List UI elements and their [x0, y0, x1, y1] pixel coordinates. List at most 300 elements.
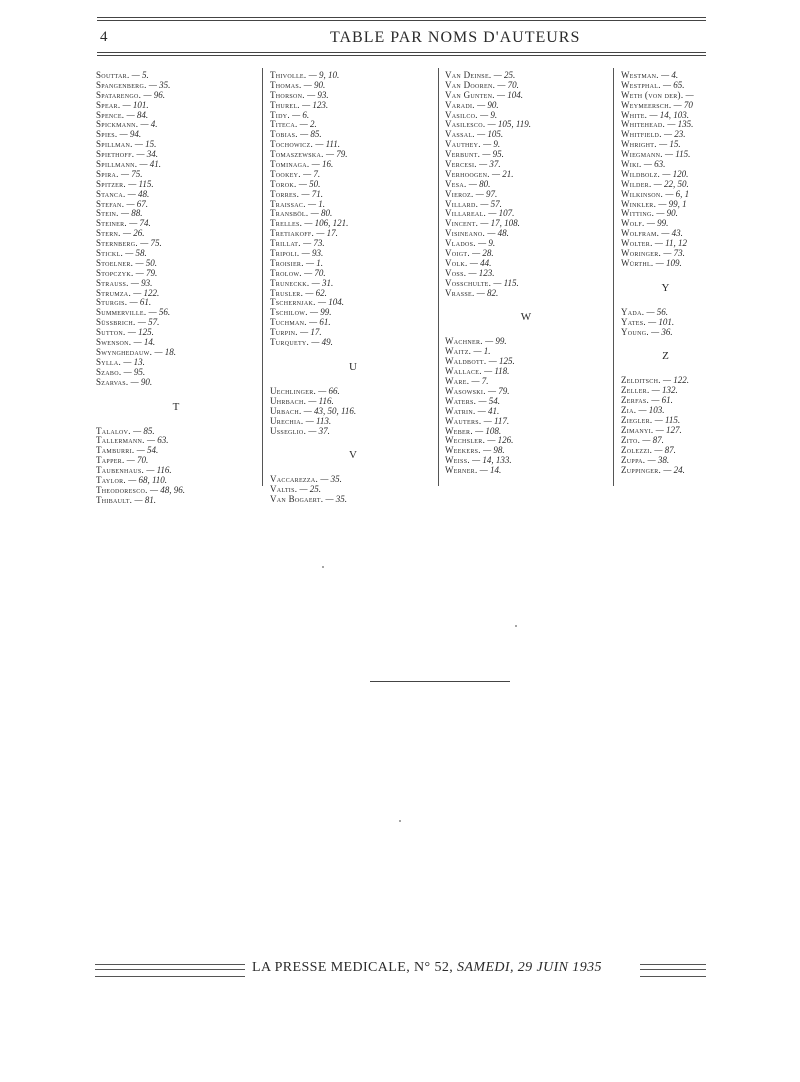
page-refs: — 14, 103.	[647, 109, 689, 120]
page-refs: — 101.	[120, 99, 149, 110]
header-rule-bottom-inner	[97, 55, 706, 56]
page-refs: — 38.	[645, 454, 670, 465]
section-gap	[621, 337, 710, 349]
page-refs: — 71.	[299, 188, 323, 199]
page-refs: — 81.	[132, 494, 156, 505]
section-letter: T	[172, 400, 180, 413]
author-name: Zelditsch.	[621, 375, 661, 386]
author-name: Spickmann.	[96, 119, 139, 130]
section-gap	[96, 415, 256, 427]
author-name: Volk.	[445, 257, 468, 268]
page-refs: — 16.	[309, 159, 334, 170]
author-name: Westman.	[621, 71, 659, 80]
footer-rule-left	[95, 964, 245, 977]
page-refs: — 43.	[659, 228, 683, 239]
page-refs: — 7.	[469, 376, 489, 387]
author-name: Varadi.	[445, 99, 475, 110]
author-name: Thorson.	[270, 89, 305, 100]
section-gap	[621, 296, 710, 308]
page-refs: — 93.	[304, 89, 329, 100]
page-refs: — 116.	[144, 465, 172, 476]
page-refs: — 90.	[474, 99, 499, 110]
author-name: Transböl.	[270, 208, 309, 219]
author-name: Weymeersch.	[621, 99, 672, 110]
page-refs: — 109.	[653, 257, 682, 268]
page-refs: — 95.	[121, 366, 146, 377]
page-refs: — 9.	[477, 109, 498, 120]
author-name: Weth (von der).	[621, 89, 684, 100]
page-refs: — 14.	[131, 337, 156, 348]
page-refs: — 123.	[299, 99, 329, 110]
author-name: Summerville.	[96, 307, 147, 318]
author-name: Spies.	[96, 129, 118, 140]
author-name: Zuppinger.	[621, 464, 662, 475]
page-refs: — 106, 121.	[302, 218, 349, 229]
author-name: Wildbolz.	[621, 168, 661, 179]
author-name: Torok.	[270, 178, 297, 189]
author-name: Tomaszewska.	[270, 149, 324, 160]
author-name: Stoelner.	[96, 257, 134, 268]
author-name: Wiki.	[621, 159, 642, 170]
author-name: Waitz.	[445, 346, 472, 357]
author-name: Uechlinger.	[270, 385, 317, 396]
page-number: 4	[100, 29, 108, 45]
page-refs: — 115.	[662, 149, 691, 160]
page-refs: — 25.	[491, 71, 516, 80]
page-refs: — 79.	[323, 149, 348, 160]
author-name: Tschernjak.	[270, 297, 316, 308]
page-refs: — 79.	[485, 385, 510, 396]
author-name: Ware.	[445, 376, 470, 387]
page-refs: — 68, 110.	[125, 474, 168, 485]
page-refs: — 99, 1	[656, 198, 687, 209]
author-name: Vaccarezza.	[270, 474, 319, 485]
author-name: Voigt.	[445, 248, 470, 259]
page-refs: — 63.	[144, 435, 169, 446]
author-name: Szabo.	[96, 366, 122, 377]
author-name: Sutton.	[96, 327, 126, 338]
page-refs: — 4.	[658, 71, 679, 80]
page-refs: — 99.	[482, 336, 507, 347]
page-refs: — 56.	[644, 306, 669, 317]
section-gap	[96, 388, 256, 400]
page-refs: — 75.	[118, 168, 143, 179]
author-name: Tschilow.	[270, 307, 308, 318]
author-name: Witting.	[621, 208, 655, 219]
author-name: Sylla.	[96, 356, 122, 367]
page-refs: — 61.	[649, 395, 673, 406]
author-name: Thivolle.	[270, 71, 307, 80]
author-name: Yada.	[621, 306, 645, 317]
author-name: Stanca.	[96, 188, 126, 199]
author-name: Wechsler.	[445, 435, 486, 446]
page-refs: — 87.	[652, 444, 676, 455]
page-refs: — 101.	[645, 316, 675, 327]
author-name: Strauss.	[96, 277, 129, 288]
separator-rule	[370, 681, 510, 682]
author-name: Weekers.	[445, 445, 481, 456]
author-name: Stickl.	[96, 248, 124, 259]
page-refs: — 85.	[130, 425, 155, 436]
author-name: Thomas.	[270, 79, 302, 90]
author-name: Spear.	[96, 99, 121, 110]
page-refs: — 74.	[126, 218, 151, 229]
author-name: Watrin.	[445, 405, 476, 416]
page-refs: — 127.	[653, 424, 682, 435]
author-name: Young.	[621, 326, 649, 337]
page-refs: — 44.	[467, 257, 492, 268]
author-name: Steiner.	[96, 218, 127, 229]
page-refs: — 2.	[297, 119, 317, 130]
footer-rule-right	[640, 964, 706, 977]
author-name: Vercesi.	[445, 159, 477, 170]
index-column-3	[445, 71, 607, 476]
author-name: Süssbrich.	[96, 317, 136, 328]
page-refs: — 57.	[478, 198, 502, 209]
page-refs: — 66.	[316, 385, 340, 396]
page-refs: — 98.	[480, 445, 505, 456]
author-name: Spangenberg.	[96, 79, 147, 90]
author-name: Wachner.	[445, 336, 483, 347]
page-refs: — 111.	[313, 139, 340, 150]
page-refs: — 107.	[486, 208, 515, 219]
author-name: Sternberg.	[96, 238, 138, 249]
page-refs: — 93.	[128, 277, 153, 288]
author-name: Wilkinson.	[621, 188, 664, 199]
page-refs: — 126.	[485, 435, 514, 446]
page-refs: — 24.	[661, 464, 685, 475]
author-name: Stopczyk.	[96, 267, 134, 278]
author-name: Tallermann.	[96, 435, 145, 446]
author-name: Strumza.	[96, 287, 131, 298]
author-name: Taubenhaus.	[96, 465, 145, 476]
page-refs: — 97.	[473, 188, 498, 199]
section-gap	[270, 436, 436, 448]
header-rule-top-inner	[97, 20, 706, 21]
page-refs: — 35.	[318, 474, 342, 485]
page-refs: — 13.	[121, 356, 145, 367]
page-refs: — 9, 10.	[306, 71, 340, 80]
author-name: Van Bogaert.	[270, 494, 324, 505]
author-name: Verhoogen.	[445, 168, 490, 179]
author-name: Tidy.	[270, 109, 290, 120]
author-name: Spitzer.	[96, 178, 126, 189]
author-name: Thurel.	[270, 99, 300, 110]
author-name: Trusler.	[270, 287, 304, 298]
page-refs: — 87.	[640, 434, 664, 445]
author-name: Stefan.	[96, 198, 125, 209]
column-separator	[613, 68, 614, 486]
page-refs: — 115.	[652, 415, 681, 426]
page-refs: — 108.	[472, 425, 502, 436]
page-refs: — 1.	[305, 198, 326, 209]
page-refs: — 132.	[649, 385, 678, 396]
page-refs: — 54.	[134, 445, 159, 456]
author-name: Werner.	[445, 465, 478, 476]
page-refs: — 79.	[133, 267, 158, 278]
page-refs: — 67.	[124, 198, 149, 209]
page-refs: — 26.	[120, 228, 145, 239]
page-refs: — 123.	[466, 267, 495, 278]
author-name: Taylor.	[96, 474, 126, 485]
page-refs: — 70	[671, 99, 693, 110]
page-refs: — 70.	[301, 267, 326, 278]
author-name: Spiethoff.	[96, 149, 135, 160]
page-refs: — 90.	[128, 376, 153, 387]
page-refs: — 99.	[307, 307, 332, 318]
author-name: Wilder.	[621, 178, 652, 189]
author-name: Vrasse.	[445, 287, 475, 298]
index-entry	[621, 466, 710, 476]
page-refs: — 37.	[306, 425, 330, 436]
page-refs: — 135.	[665, 119, 694, 130]
index-entry	[270, 427, 436, 437]
page-refs: — 15.	[132, 139, 157, 150]
author-name: Urbach.	[270, 405, 302, 416]
page-refs: — 6, 1	[663, 188, 690, 199]
author-name: Stein.	[96, 208, 119, 219]
author-name: Vasilco.	[445, 109, 478, 120]
author-name: Villard.	[445, 198, 479, 209]
author-name: Trolow.	[270, 267, 302, 278]
page-refs: — 62.	[303, 287, 327, 298]
page-refs: — 22, 50.	[651, 178, 689, 189]
page-refs: — 9.	[475, 238, 496, 249]
page-refs: — 65.	[660, 79, 685, 90]
author-name: Truneckk.	[270, 277, 310, 288]
index-entry	[621, 259, 710, 269]
index-entry	[96, 378, 256, 388]
page-refs: — 115.	[126, 178, 154, 189]
paper-speck	[322, 566, 324, 568]
page-refs: — 90.	[654, 208, 678, 219]
author-name: Zeller.	[621, 385, 650, 396]
author-name: Vosschulte.	[445, 277, 492, 288]
author-name: Wolf.	[621, 218, 645, 229]
page-refs: — 5.	[129, 71, 149, 80]
section-gap	[445, 298, 607, 310]
author-name: Swynghedauw.	[96, 346, 153, 357]
section-gap	[621, 269, 710, 281]
author-name: Tobias.	[270, 129, 298, 140]
page-refs: — 15.	[656, 139, 681, 150]
page-refs: — 80.	[308, 208, 333, 219]
author-name: Wolfram.	[621, 228, 660, 239]
author-name: Wauters.	[445, 415, 482, 426]
page-refs: — 84.	[124, 109, 149, 120]
index-column-1	[96, 71, 256, 506]
page-refs: — 70.	[495, 79, 519, 90]
page-refs: — 50.	[296, 178, 321, 189]
page-refs: — 35.	[146, 79, 171, 90]
page-refs: — 1.	[303, 257, 324, 268]
paper-speck	[515, 625, 517, 627]
author-name: Tapper.	[96, 455, 125, 466]
author-name: Spira.	[96, 168, 119, 179]
author-name: Turquety.	[270, 337, 310, 348]
paper-speck	[399, 820, 401, 822]
index-entry	[96, 496, 256, 506]
page-refs: — 125.	[125, 327, 154, 338]
author-name: Van Gunten.	[445, 89, 495, 100]
author-name: Tretiakoff.	[270, 228, 315, 239]
author-name: Yates.	[621, 316, 646, 327]
author-name: Zito.	[621, 434, 641, 445]
author-name: Turpin.	[270, 327, 298, 338]
author-name: Uhrbach.	[270, 395, 307, 406]
author-name: Swenson.	[96, 337, 132, 348]
page-refs: — 104.	[315, 297, 344, 308]
page-refs: — 61.	[127, 297, 152, 308]
page-refs: — 17.	[314, 228, 338, 239]
author-name: Spence.	[96, 109, 125, 120]
author-name: Weiss.	[445, 455, 470, 466]
page-refs: — 49.	[309, 337, 333, 348]
author-name: Whitehead.	[621, 119, 666, 130]
page-refs: — 37.	[476, 159, 501, 170]
section-letter: Y	[661, 281, 670, 294]
author-name: Whitfield.	[621, 129, 662, 140]
index-entry	[270, 338, 436, 348]
page-refs: — 105, 119.	[485, 119, 532, 130]
footer-journal: LA PRESSE MEDICALE,	[252, 960, 411, 975]
author-name: Wiegmann.	[621, 149, 663, 160]
page-refs: — 9.	[480, 139, 501, 150]
column-separator	[262, 68, 263, 486]
page-refs: — 94.	[117, 129, 142, 140]
page-refs: — 113.	[303, 415, 332, 426]
page-refs: — 103.	[636, 405, 665, 416]
author-name: Zuppa.	[621, 454, 646, 465]
author-name: Usseglio.	[270, 425, 307, 436]
author-name: Whright.	[621, 139, 657, 150]
author-name: Szarvas.	[96, 376, 129, 387]
page-refs: — 115.	[491, 277, 519, 288]
section-letter: U	[349, 360, 357, 373]
page-refs: — 116.	[306, 395, 334, 406]
page-refs: — 48, 96.	[147, 484, 185, 495]
author-name: Waldbott.	[445, 356, 487, 367]
author-name: Souttar.	[96, 71, 130, 80]
author-name: Vesa.	[445, 178, 467, 189]
author-name: Talalov.	[96, 425, 131, 436]
page-refs: — 34.	[134, 149, 159, 160]
author-name: Troisier.	[270, 257, 304, 268]
page-refs: — 80.	[466, 178, 491, 189]
page-refs: — 48.	[485, 228, 509, 239]
page-refs: — 120.	[660, 168, 689, 179]
footer-issue: N° 52,	[414, 960, 454, 975]
author-name: Thibault.	[96, 494, 133, 505]
author-name: Spillman.	[96, 139, 133, 150]
author-name: Tochowicz.	[270, 139, 314, 150]
page-refs: — 99.	[644, 218, 669, 229]
page-refs: — 1.	[471, 346, 491, 357]
author-name: Vauthey.	[445, 139, 481, 150]
author-name: Verbunt.	[445, 149, 481, 160]
page-refs: — 125.	[486, 356, 515, 367]
page-refs: — 54.	[476, 395, 500, 406]
page-refs: — 28.	[469, 248, 494, 259]
author-name: Spatarengo.	[96, 89, 142, 100]
page-refs: — 70.	[124, 455, 149, 466]
page-refs: — 90.	[301, 79, 326, 90]
page-refs: — 104.	[494, 89, 524, 100]
author-name: Weber.	[445, 425, 473, 436]
index-column-2	[270, 71, 436, 505]
index-entry	[445, 466, 607, 476]
page-refs: — 17, 108.	[478, 218, 520, 229]
author-name: Würthl.	[621, 257, 654, 268]
index-entry	[621, 328, 710, 338]
page-refs: — 73.	[300, 238, 325, 249]
index-entry	[445, 289, 607, 299]
section-letter: W	[520, 311, 532, 324]
page-refs: —	[683, 89, 694, 100]
header-rule-top	[97, 17, 706, 18]
author-name: Wasowski.	[445, 385, 486, 396]
page-refs: — 41.	[137, 159, 162, 170]
author-name: Zimanyi.	[621, 424, 654, 435]
author-name: Vassal.	[445, 129, 475, 140]
author-name: Westphal.	[621, 79, 661, 90]
page-refs: — 85.	[297, 129, 322, 140]
author-name: Vieroz.	[445, 188, 474, 199]
author-name: Stern.	[96, 228, 121, 239]
author-name: Visineano.	[445, 228, 486, 239]
author-name: Wolter.	[621, 238, 653, 249]
header-rule-bottom	[97, 52, 706, 53]
author-name: Traissac.	[270, 198, 306, 209]
page-refs: — 31.	[309, 277, 334, 288]
page-refs: — 11, 12	[652, 238, 687, 249]
page-refs: — 93.	[299, 248, 324, 259]
author-name: Woringer.	[621, 248, 662, 259]
page-refs: — 41.	[475, 405, 500, 416]
page-refs: — 14, 133.	[469, 455, 512, 466]
page-refs: — 56.	[146, 307, 171, 318]
author-name: Voss.	[445, 267, 467, 278]
index-entry	[270, 495, 436, 505]
author-name: Tominaga.	[270, 159, 310, 170]
author-name: Vincent.	[445, 218, 479, 229]
footer-date: SAMEDI, 29 JUIN 1935	[457, 960, 602, 975]
page-refs: — 48.	[125, 188, 150, 199]
page-refs: — 58.	[123, 248, 147, 259]
author-name: Vlados.	[445, 238, 476, 249]
page-title: TABLE PAR NOMS D'AUTEURS	[330, 29, 581, 46]
author-name: Sturgis.	[96, 297, 128, 308]
author-name: Theodoresco.	[96, 484, 148, 495]
author-name: Tookey.	[270, 168, 301, 179]
footer-line	[252, 960, 602, 976]
section-letter: Z	[662, 350, 669, 363]
author-name: Valtis.	[270, 484, 298, 495]
section-gap	[270, 348, 436, 360]
page-refs: — 118.	[481, 366, 510, 377]
page-refs: — 63.	[641, 159, 666, 170]
page-refs: — 117.	[481, 415, 510, 426]
page-refs: — 82.	[474, 287, 499, 298]
author-name: Zerfas.	[621, 395, 650, 406]
author-name: Titeca.	[270, 119, 298, 130]
author-name: Trillat.	[270, 238, 301, 249]
author-name: Wallace.	[445, 366, 482, 377]
page-refs: — 57.	[135, 317, 160, 328]
page-refs: — 73.	[661, 248, 685, 259]
author-name: Spillmann.	[96, 159, 138, 170]
page-refs: — 61.	[306, 317, 331, 328]
